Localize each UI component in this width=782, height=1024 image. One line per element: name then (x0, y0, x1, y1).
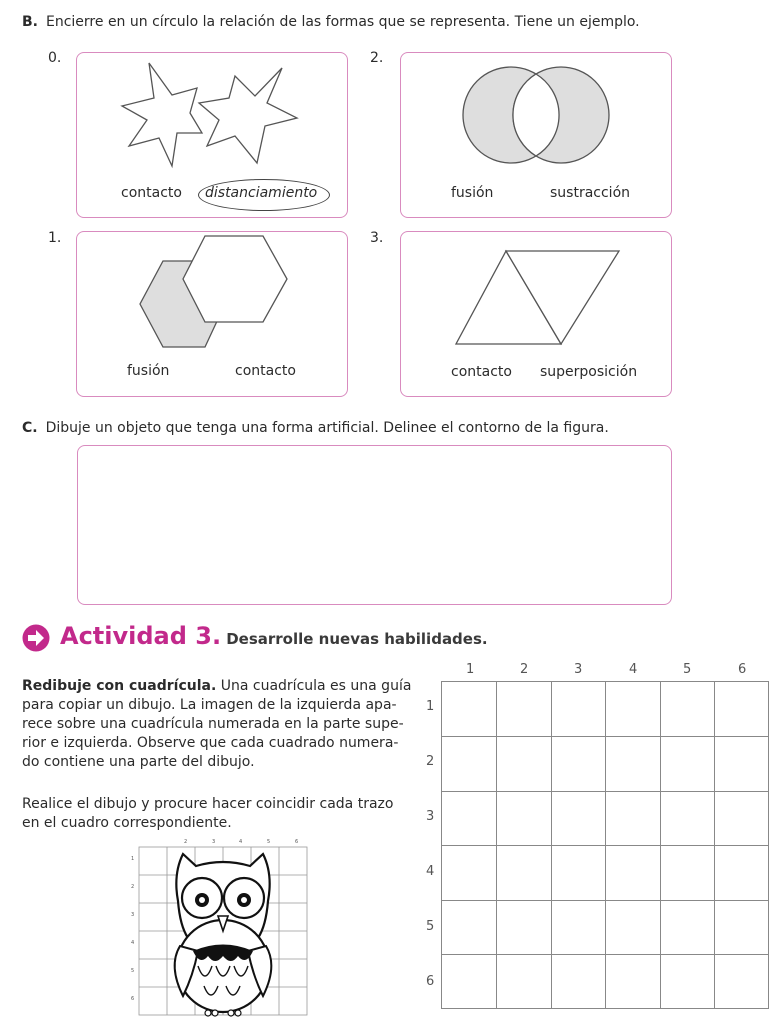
item-1-number: 1. (48, 230, 62, 246)
big-grid-col-numbers (441, 662, 771, 682)
instruction-line-3: rece sobre una cuadrícula numerada en la parte supe- (22, 716, 404, 732)
owl-reference-grid (131, 838, 308, 1018)
activity-header (60, 622, 488, 650)
item-1-box (76, 231, 348, 397)
big-grid-col-3: 3 (574, 662, 583, 677)
two-circles-icon (456, 63, 616, 168)
item-1-option-2[interactable]: contacto (235, 363, 296, 379)
big-grid-row-numbers (426, 681, 440, 1009)
drawing-area[interactable] (77, 445, 672, 605)
item-2-option-2[interactable]: sustracción (550, 185, 631, 201)
owl-grid-row-6: 6 (131, 996, 135, 1002)
owl-grid-row-numbers (131, 846, 137, 1016)
owl-grid-col-3: 3 (212, 839, 216, 845)
owl-grid-col-4: 4 (239, 839, 243, 845)
section-b-letter: B. (22, 14, 38, 30)
two-hexagons-icon (135, 234, 295, 354)
two-triangles-icon (451, 246, 626, 351)
item-0-number: 0. (48, 50, 62, 66)
owl-grid-row-2: 2 (131, 884, 135, 890)
instruction-line-5: do contiene una parte del dibujo. (22, 754, 255, 770)
big-grid-col-2: 2 (520, 662, 529, 677)
grid-line (442, 791, 768, 792)
item-1-option-1[interactable]: fusión (127, 363, 170, 379)
instruction-line-6: Realice el dibujo y procure hacer coincidir cada trazo (22, 796, 394, 812)
owl-grid-row-5: 5 (131, 968, 135, 974)
item-3-box (400, 231, 672, 397)
two-stars-icon (117, 58, 307, 173)
item-3-number: 3. (370, 230, 384, 246)
big-grid-row-1: 1 (426, 699, 435, 714)
item-3-option-1[interactable]: contacto (451, 364, 512, 380)
grid-line (442, 845, 768, 846)
section-b-instruction: Encierre en un círculo la relación de las formas que se representa. Tiene un ejemplo. (46, 14, 640, 30)
section-c-instruction: Dibuje un objeto que tenga una forma artificial. Delinee el contorno de la figura. (45, 420, 609, 436)
item-0-box (76, 52, 348, 218)
instruction-line-2: para copiar un dibujo. La imagen de la izquierda apa- (22, 697, 397, 713)
big-grid-row-6: 6 (426, 974, 435, 989)
item-2-box (400, 52, 672, 218)
instruction-line-7: en el cuadro correspondiente. (22, 815, 232, 831)
grid-line (442, 954, 768, 955)
item-2-option-1[interactable]: fusión (451, 185, 494, 201)
instruction-paragraph-2 (22, 795, 424, 833)
section-c-title (22, 420, 609, 436)
owl-icon (138, 846, 308, 1018)
item-0-option-1[interactable]: contacto (121, 185, 182, 201)
owl-grid-row-1: 1 (131, 856, 135, 862)
item-2-number: 2. (370, 50, 384, 66)
owl-grid-col-5: 5 (267, 839, 271, 845)
activity-title: Actividad 3. (60, 622, 222, 650)
instruction-bold-lead: Redibuje con cuadrícula. (22, 678, 217, 694)
big-grid-col-4: 4 (629, 662, 638, 677)
big-grid-row-4: 4 (426, 864, 435, 879)
activity-subtitle: Desarrolle nuevas habilidades. (226, 630, 488, 648)
owl-grid-col-6: 6 (295, 839, 299, 845)
item-3-option-2[interactable]: superposición (540, 364, 638, 380)
big-grid-col-6: 6 (738, 662, 747, 677)
big-grid-col-5: 5 (683, 662, 692, 677)
big-grid-row-2: 2 (426, 754, 435, 769)
big-grid-row-3: 3 (426, 809, 435, 824)
owl-grid-row-3: 3 (131, 912, 135, 918)
instruction-paragraph-1 (22, 677, 424, 772)
item-0-option-2[interactable]: distanciamiento (205, 185, 318, 201)
drawing-grid[interactable] (441, 681, 769, 1009)
big-grid-col-1: 1 (466, 662, 475, 677)
grid-line (442, 736, 768, 737)
instruction-line-1: Una cuadrícula es una guía (216, 678, 412, 694)
section-c-letter: C. (22, 420, 38, 436)
grid-line (442, 900, 768, 901)
section-b-title (22, 14, 640, 30)
big-grid-row-5: 5 (426, 919, 435, 934)
owl-grid-col-2: 2 (184, 839, 188, 845)
owl-grid-row-4: 4 (131, 940, 135, 946)
instruction-line-4: rior e izquierda. Observe que cada cuadrado numera- (22, 735, 399, 751)
arrow-right-circle-icon (22, 624, 50, 652)
